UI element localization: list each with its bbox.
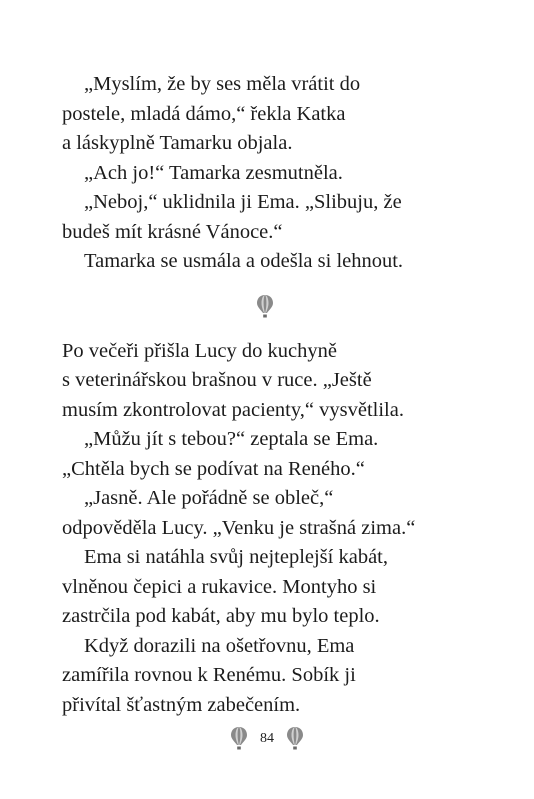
paragraph: [62, 70, 482, 159]
text-line: Po večeři přišla Lucy do kuchyně: [62, 339, 337, 362]
text-line: přivítal šťastným zabečením.: [62, 693, 301, 716]
text-line: „Chtěla bych se podívat na Reného.“: [62, 457, 365, 480]
text-line: „Ach jo!“ Tamarka zesmutněla.: [84, 161, 343, 184]
text-line: budeš mít krásné Vánoce.“: [62, 220, 283, 243]
hot-air-balloon-icon: [256, 294, 274, 319]
paragraph: [62, 159, 482, 189]
text-line: „Neboj,“ uklidnila ji Ema. „Slibuju, že: [84, 191, 402, 213]
text-line: s veterinářskou brašnou v ruce. „Ještě: [62, 369, 372, 391]
text-line: Ema si natáhla svůj nejteplejší kabát,: [84, 546, 388, 568]
text-line: Když dorazili na ošetřovnu, Ema: [84, 634, 355, 657]
text-line: musím zkontrolovat pacienty,“ vysvětlila.: [62, 398, 404, 421]
text-line: „Jasně. Ale pořádně se obleč,“: [84, 487, 334, 509]
text-line: a láskyplně Tamarku objala.: [62, 132, 293, 154]
hot-air-balloon-icon: [286, 726, 304, 751]
text-line: vlněnou čepici a rukavice. Montyho si: [62, 575, 377, 598]
paragraph: [62, 543, 482, 632]
paragraph: [62, 337, 482, 426]
text-line: Tamarka se usmála a odešla si lehnout.: [84, 250, 404, 272]
section-divider: [0, 277, 532, 337]
text-section-2: [62, 337, 482, 721]
paragraph: [62, 425, 482, 484]
text-section-1: [62, 70, 482, 277]
text-line: postele, mladá dámo,“ řekla Katka: [62, 102, 346, 125]
paragraph: [62, 247, 482, 277]
text-line: zamířila rovnou k Renému. Sobík ji: [62, 664, 356, 686]
text-line: „Myslím, že by ses měla vrátit do: [84, 73, 361, 95]
page-body: [62, 70, 482, 720]
paragraph: [62, 632, 482, 721]
text-line: „Můžu jít s tebou?“ zeptala se Ema.: [84, 428, 379, 450]
text-line: zastrčila pod kabát, aby mu bylo teplo.: [62, 605, 380, 627]
page-footer: [0, 726, 534, 751]
hot-air-balloon-icon: [230, 726, 248, 751]
text-line: odpověděla Lucy. „Venku je strašná zima.“: [62, 516, 416, 539]
paragraph: [62, 188, 482, 247]
paragraph: [62, 484, 482, 543]
page-number: 84: [260, 730, 274, 746]
